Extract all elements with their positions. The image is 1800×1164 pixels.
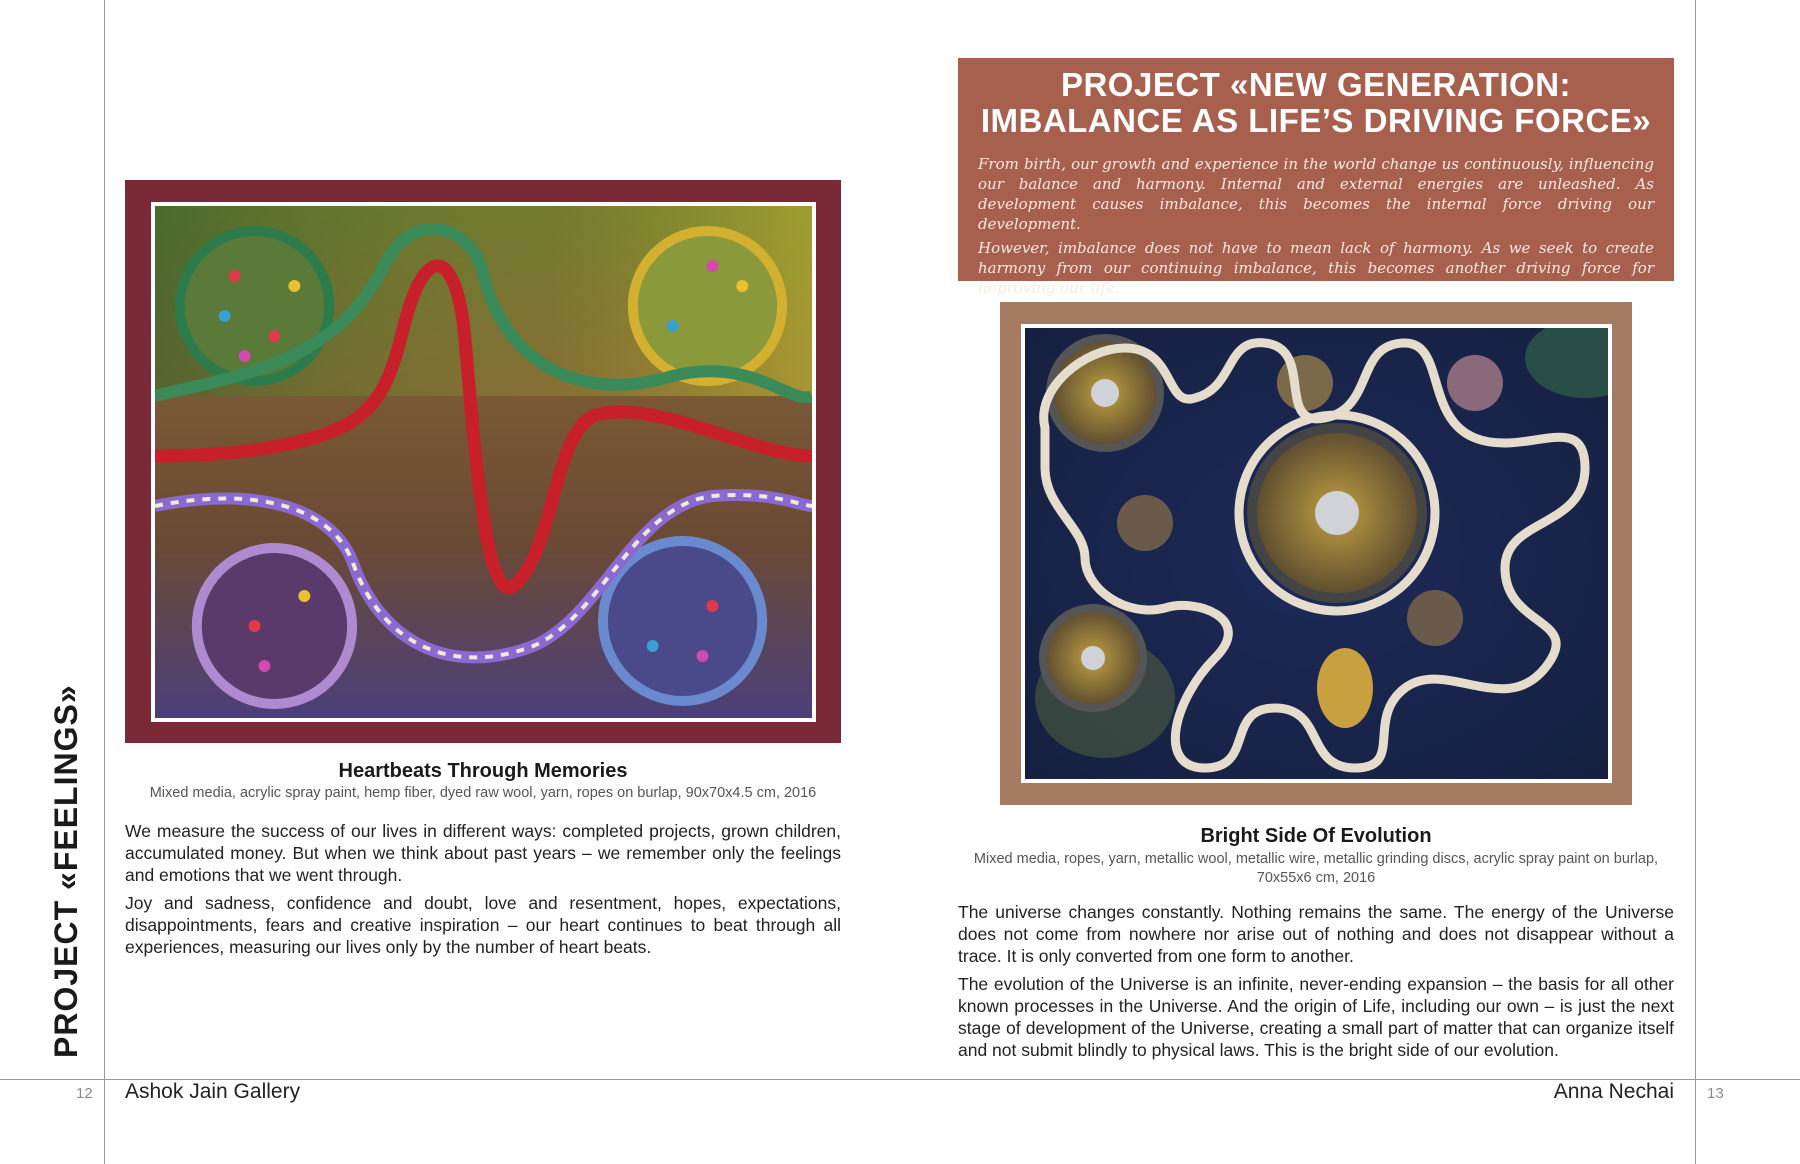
left-margin-line: [104, 0, 105, 1164]
banner-title-line-1: PROJECT «NEW GENERATION:: [1060, 66, 1572, 103]
artwork-image-evolution[interactable]: [1021, 324, 1612, 783]
page-number-right: 13: [1707, 1085, 1724, 1102]
artwork-details-evolution: [958, 850, 1674, 888]
artwork-image-heartbeats[interactable]: [151, 202, 816, 722]
section-title: PROJECT «FEELINGS»: [48, 684, 84, 1058]
right-margin-line: [1695, 0, 1696, 1164]
artist-name: Anna Nechai: [1553, 1080, 1674, 1103]
artwork-details-line-1: Mixed media, ropes, yarn, metallic wool, metallic wire, metallic grinding discs, acrylic spray paint on burlap,: [973, 851, 1659, 867]
banner-paragraph-1: From birth, our growth and experience in the world change us continuously, influencing our balance and harmony. Internal and external energies are unleashed. As development causes imbalance, this becomes the internal force driving our development.: [978, 155, 1654, 233]
right-paragraph-2: The evolution of the Universe is an infinite, never-ending expansion – the basis for all other known processes in the Universe. And the origin of Life, including our own – is just the next stage of development of the Universe, creating a small part of matter that can organize itself and not submit blindly to physical laws. This is the bright side of our evolution.: [958, 974, 1674, 1060]
left-description: [125, 820, 841, 964]
artwork-title-evolution: Bright Side Of Evolution: [1200, 825, 1432, 847]
artwork-frame-heartbeats: [125, 180, 841, 743]
right-description: [958, 901, 1674, 1067]
gallery-name: Ashok Jain Gallery: [125, 1080, 301, 1103]
banner-title-line-2: IMBALANCE AS LIFE’S DRIVING FORCE»: [980, 102, 1652, 139]
left-paragraph-2: Joy and sadness, confidence and doubt, love and resentment, hopes, expectations, disappointments, fears and creative inspiration – our heart continues to beat through all experiences, measuring our lives only by the number of heart beats.: [125, 893, 841, 957]
project-banner: [958, 58, 1674, 297]
banner-paragraph-2: However, imbalance does not have to mean lack of harmony. As we seek to create harmony from our continuing imbalance, this becomes another driving force for improving our life.: [978, 239, 1654, 297]
banner-description: [978, 154, 1654, 302]
page-number-left: 12: [76, 1085, 93, 1102]
artwork-frame-evolution: [1000, 302, 1632, 805]
left-paragraph-1: We measure the success of our lives in different ways: completed projects, grown children, accumulated money. But when we think about past years – we remember only the feelings and emotions that we went through.: [125, 821, 841, 885]
right-paragraph-1: The universe changes constantly. Nothing remains the same. The energy of the Universe does not come from nowhere nor arise out of nothing and does not disappear without a trace. It is only converted from one form to another.: [958, 902, 1674, 966]
artwork-details-heartbeats: Mixed media, acrylic spray paint, hemp fiber, dyed raw wool, yarn, ropes on burlap, 90x70x4.5 cm, 2016: [149, 785, 817, 801]
artwork-details-line-2: 70x55x6 cm, 2016: [1256, 870, 1376, 886]
artwork-title-heartbeats: Heartbeats Through Memories: [338, 760, 628, 782]
